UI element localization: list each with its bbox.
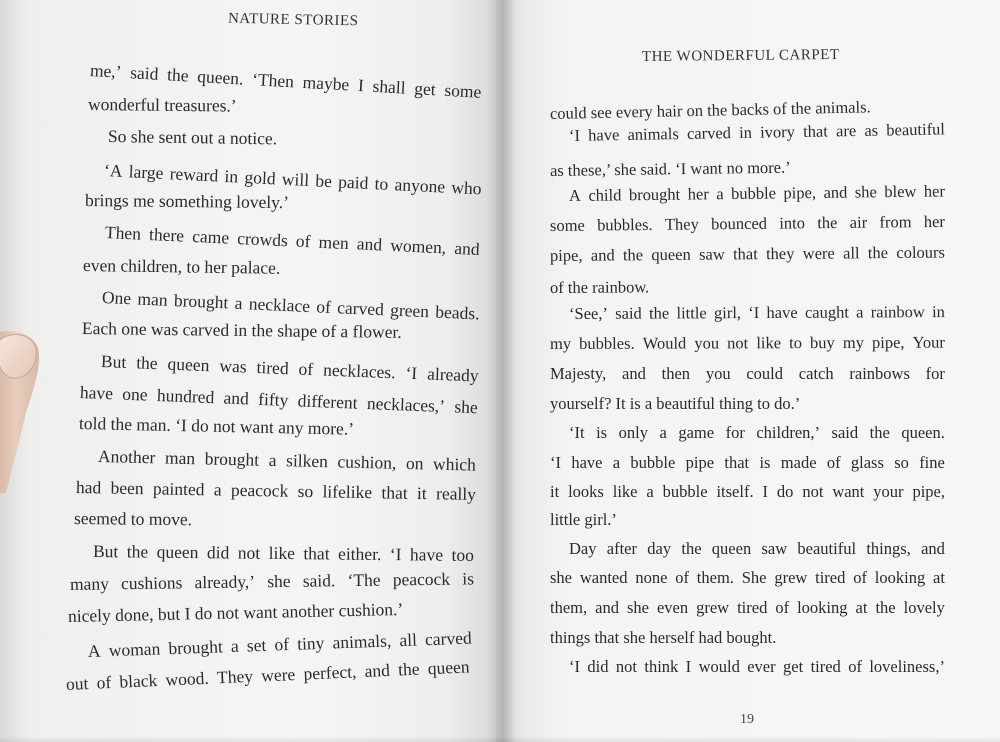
- text-line: One man brought a necklace of carved green beads.: [101, 287, 481, 324]
- text-line: brings me something lovely.’: [84, 190, 290, 213]
- text-line: ‘I did not think I would ever get tired of loveliness,’: [569, 657, 945, 676]
- text-line: of the rainbow.: [549, 277, 650, 297]
- text-line: Another man brought a silken cushion, on which: [97, 446, 477, 475]
- text-line: Majesty, and then you could catch rainbows for: [550, 364, 945, 383]
- left-running-head: NATURE STORIES: [227, 10, 359, 30]
- text-line: many cushions already,’ she said. ‘The peacock is: [69, 568, 475, 594]
- text-line: ‘I have animals carved in ivory that are as beautiful: [568, 119, 946, 145]
- text-line: seemed to move.: [73, 508, 193, 530]
- text-line: wonderful treasures.’: [87, 94, 237, 116]
- right-page-text: [550, 0, 950, 742]
- text-line: could see every hair on the backs of the animals.: [549, 97, 871, 123]
- text-line: Each one was carved in the shape of a flower.: [81, 318, 402, 342]
- text-line: ‘A large reward in gold will be paid to anyone who: [103, 160, 483, 199]
- text-line: have one hundred and fifty different necklaces,’ she: [79, 382, 479, 418]
- text-line: she wanted none of them. She grew tired of looking at: [550, 568, 945, 587]
- text-line: them, and she even grew tired of looking at the lovely: [550, 598, 945, 617]
- text-line: my bubbles. Would you not like to buy my pipe, Your: [549, 332, 945, 353]
- left-page-text: [65, 0, 490, 742]
- thumb-image: [0, 318, 40, 493]
- book-gutter: [486, 0, 516, 742]
- text-line: pipe, and the queen saw that they were all the colours: [549, 242, 945, 265]
- text-line: A woman brought a set of tiny animals, all carved: [87, 627, 472, 661]
- text-line: even children, to her palace.: [82, 255, 281, 278]
- text-line: some bubbles. They bounced into the air from her: [549, 211, 945, 235]
- text-line: But the queen was tired of necklaces. ‘I already: [100, 351, 480, 386]
- text-line: So she sent out a notice.: [107, 126, 278, 149]
- text-line: ‘See,’ said the little girl, ‘I have caught a rainbow in: [568, 302, 945, 323]
- text-line: out of black wood. They were perfect, and the queen: [65, 656, 470, 694]
- text-line: But the queen did not like that either. ‘I have too: [92, 541, 474, 565]
- text-line: Day after day the queen saw beautiful things, and: [569, 539, 945, 558]
- text-line: ‘It is only a game for children,’ said the queen.: [569, 423, 945, 442]
- text-line: me,’ said the queen. ‘Then maybe I shall get some: [89, 60, 482, 102]
- text-line: told the man. ‘I do not want any more.’: [78, 413, 355, 439]
- text-line: Then there came crowds of men and women, and: [104, 222, 481, 260]
- text-line: had been painted a peacock so lifelike that it really: [75, 477, 477, 504]
- text-line: nicely done, but I do not want another cushion.’: [67, 598, 404, 626]
- text-line: it looks like a bubble itself. I do not want your pipe,: [550, 482, 945, 501]
- text-line: A child brought her a bubble pipe, and she blew her: [568, 181, 946, 205]
- text-line: yourself? It is a beautiful thing to do.’: [550, 394, 801, 413]
- text-line: ‘I have a bubble pipe that is made of glass so fine: [550, 453, 945, 472]
- text-line: little girl.’: [550, 510, 617, 529]
- text-line: things that she herself had bought.: [550, 628, 777, 647]
- right-running-head: THE WONDERFUL CARPET: [641, 46, 840, 66]
- page-number: 19: [740, 712, 754, 727]
- text-line: as these,’ she said. ‘I want no more.’: [549, 157, 791, 180]
